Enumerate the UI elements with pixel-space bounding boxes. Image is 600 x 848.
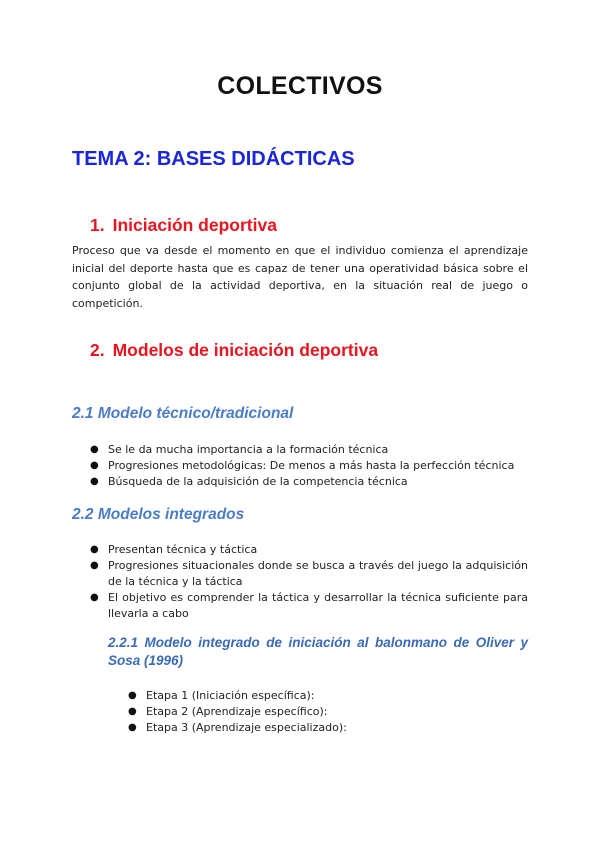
list-item bbox=[90, 558, 528, 590]
bullet-icon: ● bbox=[90, 460, 99, 471]
list-item bbox=[128, 704, 508, 720]
bullet-icon: ● bbox=[90, 560, 99, 571]
section-1-number: 1. bbox=[90, 215, 105, 235]
subsection-2-1-heading: 2.1 Modelo técnico/tradicional bbox=[72, 405, 294, 422]
document-title: COLECTIVOS bbox=[217, 72, 383, 100]
section-1-title: Iniciación deportiva bbox=[112, 215, 277, 235]
subsection-2-1-list bbox=[90, 442, 530, 490]
list-item-text: Presentan técnica y táctica bbox=[108, 543, 258, 556]
list-item bbox=[90, 542, 528, 558]
bullet-icon: ● bbox=[128, 690, 137, 701]
bullet-icon: ● bbox=[90, 592, 99, 603]
list-item-text: Búsqueda de la adquisición de la competencia técnica bbox=[108, 475, 408, 488]
bullet-icon: ● bbox=[128, 722, 137, 733]
section-2-heading bbox=[90, 340, 378, 361]
bullet-icon: ● bbox=[90, 444, 99, 455]
list-item-text: Etapa 3 (Aprendizaje especializado): bbox=[146, 721, 347, 734]
tema-title: TEMA 2: BASES DIDÁCTICAS bbox=[72, 148, 355, 170]
subsection-2-2-heading: 2.2 Modelos integrados bbox=[72, 506, 245, 523]
subsection-2-2-1-list bbox=[128, 688, 508, 736]
section-1-heading bbox=[90, 215, 277, 236]
list-item bbox=[90, 590, 528, 622]
section-2-number: 2. bbox=[90, 340, 105, 360]
bullet-icon: ● bbox=[90, 476, 99, 487]
list-item-text: El objetivo es comprender la táctica y desarrollar la técnica suficiente para llevarla a cabo bbox=[108, 591, 528, 620]
list-item-text: Se le da mucha importancia a la formación técnica bbox=[108, 443, 389, 456]
bullet-icon: ● bbox=[90, 544, 99, 555]
subsection-2-2-list bbox=[90, 542, 528, 622]
list-item bbox=[90, 442, 530, 458]
list-item bbox=[90, 474, 530, 490]
subsection-2-2-1-heading: 2.2.1 Modelo integrado de iniciación al balonmano de Oliver y Sosa (1996) bbox=[108, 635, 528, 668]
list-item-text: Etapa 1 (Iniciación específica): bbox=[146, 689, 315, 702]
list-item-text: Etapa 2 (Aprendizaje específico): bbox=[146, 705, 328, 718]
list-item-text: Progresiones metodológicas: De menos a más hasta la perfección técnica bbox=[108, 459, 515, 472]
list-item bbox=[128, 720, 508, 736]
section-2-title: Modelos de iniciación deportiva bbox=[112, 340, 379, 360]
list-item bbox=[90, 458, 530, 474]
section-1-paragraph: Proceso que va desde el momento en que el individuo comienza el aprendizaje inicial del deporte hasta que es capaz de tener una operatividad básica sobre el conjunto global de la actividad deportiva, en la situación real de juego o competición. bbox=[72, 244, 528, 310]
bullet-icon: ● bbox=[128, 706, 137, 717]
list-item-text: Progresiones situacionales donde se busca a través del juego la adquisición de la técnica y la táctica bbox=[108, 559, 528, 588]
list-item bbox=[128, 688, 508, 704]
